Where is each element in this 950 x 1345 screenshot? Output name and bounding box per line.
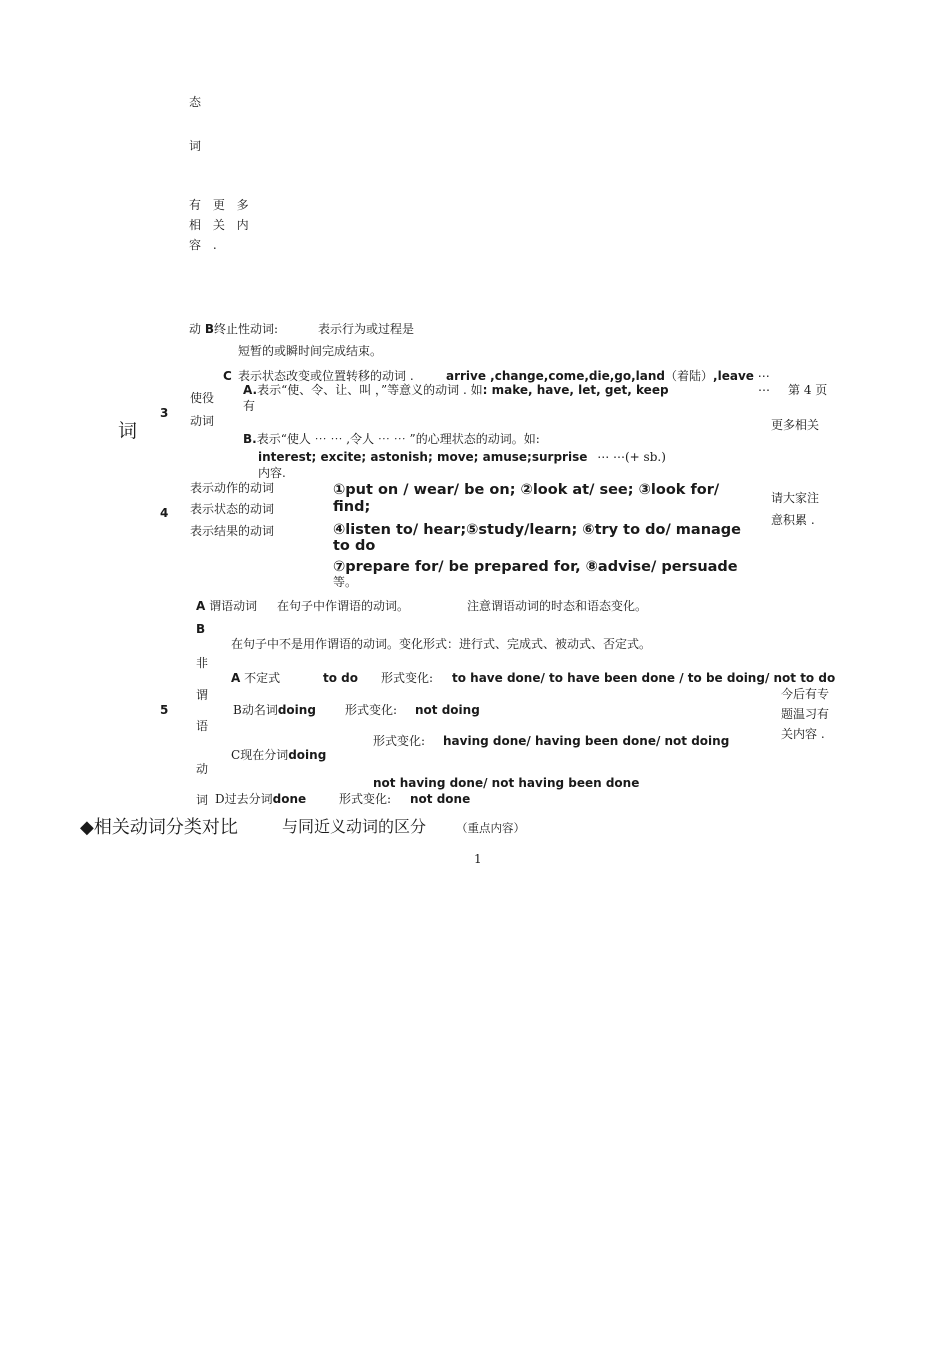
terminal-desc-line1: 表示行为或过程是 bbox=[318, 322, 415, 336]
present-participle-word: doing bbox=[288, 748, 327, 762]
present-participle-term: 现在分词 bbox=[240, 748, 289, 762]
section-5-number: 5 bbox=[160, 703, 169, 717]
causative-b-label: B. bbox=[243, 432, 257, 446]
comparison-heading-note: （重点内容） bbox=[456, 821, 525, 835]
infinitive-label: A bbox=[231, 671, 241, 685]
comparison-heading-subtitle: 与同近义动词的区分 bbox=[282, 817, 427, 836]
causative-b-desc: 表示“使人 ⋯ ⋯ ,令人 ⋯ ⋯ ”的心理状态的动词。如: bbox=[256, 432, 540, 446]
causative-b-words-row bbox=[258, 450, 666, 466]
state-change-desc: 表示状态改变或位置转移的动词 . bbox=[238, 369, 414, 383]
present-participle-forms-2: not having done/ not having been done bbox=[373, 776, 640, 790]
predicate-term: 谓语动词 bbox=[209, 599, 258, 613]
present-participle-label: C bbox=[231, 748, 241, 762]
causative-a-desc: 表示“使、令、让、叫 ，”等意义的动词 . bbox=[257, 383, 467, 397]
side-note-review-2: 题温习有 bbox=[781, 707, 830, 721]
state-change-paren: （着陆） bbox=[665, 369, 714, 383]
past-participle-forms: not done bbox=[410, 792, 471, 806]
causative-b-suffix: ⋯ ⋯(+ sb.) bbox=[597, 450, 666, 464]
fragment-tai: 态 bbox=[189, 95, 202, 109]
gerund-label: B bbox=[233, 703, 242, 717]
comparison-line3b: 等。 bbox=[333, 575, 358, 589]
nonfinite-vertical-3: 语 bbox=[196, 719, 209, 733]
causative-neirong: 内容. bbox=[258, 466, 286, 480]
predicate-verb-row bbox=[196, 599, 257, 615]
page-reference: 第 4 页 bbox=[788, 383, 828, 397]
side-note-accumulate-1: 请大家注 bbox=[771, 491, 820, 505]
infinitive-change-label: 形式变化: bbox=[381, 671, 434, 685]
nonfinite-desc: 在句子中不是用作谓语的动词。变化形式：进行式、完成式、被动式、否定式。 bbox=[231, 637, 652, 651]
nonfinite-vertical-1: 非 bbox=[196, 656, 209, 670]
gerund-change-label: 形式变化: bbox=[345, 703, 398, 717]
causative-a-you: 有 bbox=[243, 399, 256, 413]
causative-b-suffix-ellipsis bbox=[597, 450, 666, 464]
infinitive-row bbox=[231, 671, 280, 687]
side-note-review-1: 今后有专 bbox=[781, 687, 830, 701]
terminal-verb-row bbox=[189, 322, 278, 338]
causative-a-words: : make, have, let, get, keep bbox=[482, 383, 669, 397]
causative-title-line1: 使役 bbox=[190, 391, 215, 405]
big-ci-character: 词 bbox=[118, 420, 138, 442]
past-participle-row bbox=[215, 792, 306, 808]
nonfinite-vertical-5: 词 bbox=[196, 793, 209, 807]
causative-ellipsis: ⋯ bbox=[758, 383, 770, 397]
predicate-label: A bbox=[196, 599, 206, 613]
predicate-desc: 在句子中作谓语的动词。 bbox=[277, 599, 410, 613]
action-verb-label: 表示动作的动词 bbox=[190, 481, 275, 495]
causative-b-row bbox=[243, 432, 540, 448]
comparison-line2: ④listen to/ hear;⑤study/learn; ⑥try to do/ manage bbox=[333, 522, 742, 538]
fragment-ci: 词 bbox=[189, 139, 202, 153]
more-content-line3: 容 . bbox=[189, 238, 221, 252]
nonfinite-vertical-2: 谓 bbox=[196, 688, 209, 702]
causative-a-label: A. bbox=[243, 383, 258, 397]
causative-title-line2: 动词 bbox=[190, 414, 215, 428]
terminal-term: 终止性动词: bbox=[213, 322, 279, 336]
gerund-forms: not doing bbox=[415, 703, 480, 717]
more-content-line2: 相 关 内 bbox=[189, 218, 253, 232]
predicate-note: 注意谓语动词的时态和语态变化。 bbox=[467, 599, 648, 613]
state-change-words-1: arrive ,change,come,die,go,land bbox=[446, 369, 666, 383]
state-change-ellipsis: ⋯ bbox=[757, 369, 770, 383]
present-participle-change-label: 形式变化: bbox=[373, 734, 426, 748]
past-participle-label: D bbox=[215, 792, 225, 806]
state-change-words-2: ,leave bbox=[713, 369, 754, 383]
more-content-line1: 有 更 多 bbox=[189, 198, 253, 212]
nonfinite-label: B bbox=[196, 622, 206, 636]
present-participle-forms: having done/ having been done/ not doing bbox=[443, 734, 730, 748]
section-3-number: 3 bbox=[160, 406, 169, 420]
gerund-row bbox=[233, 703, 316, 719]
result-verb-label: 表示结果的动词 bbox=[190, 524, 275, 538]
causative-b-words: interest; excite; astonish; move; amuse;surprise bbox=[258, 450, 588, 464]
comparison-line3: ⑦prepare for/ be prepared for, ⑧advise/ persuade bbox=[333, 559, 738, 575]
causative-a-row bbox=[243, 383, 669, 399]
infinitive-forms: to have done/ to have been done / to be doing/ not to do bbox=[452, 671, 836, 685]
comparison-line2b: to do bbox=[333, 538, 376, 554]
side-note-review-3: 关内容 . bbox=[781, 727, 825, 741]
comparison-line1: ①put on / wear/ be on; ②look at/ see; ③look for/ bbox=[333, 482, 720, 498]
state-change-label: C bbox=[223, 369, 232, 383]
causative-a-ru: 如 bbox=[470, 383, 483, 397]
side-note-more-related: 更多相关 bbox=[771, 418, 820, 432]
infinitive-term: 不定式 bbox=[244, 671, 281, 685]
comparison-heading bbox=[80, 816, 238, 839]
state-verb-label: 表示状态的动词 bbox=[190, 502, 275, 516]
infinitive-word: to do bbox=[323, 671, 358, 685]
gerund-word: doing bbox=[277, 703, 316, 717]
terminal-label: B bbox=[204, 322, 214, 336]
section-4-number: 4 bbox=[160, 506, 169, 520]
past-participle-change-label: 形式变化: bbox=[339, 792, 392, 806]
past-participle-word: done bbox=[272, 792, 307, 806]
gerund-term: 动名词 bbox=[241, 703, 278, 717]
nonfinite-vertical-4: 动 bbox=[196, 762, 209, 776]
page-number: 1 bbox=[474, 852, 482, 866]
present-participle-row bbox=[231, 748, 326, 764]
comparison-line1b: find; bbox=[333, 499, 371, 515]
comparison-heading-title: 相关动词分类对比 bbox=[93, 817, 238, 838]
diamond-bullet-icon: ◆ bbox=[80, 817, 94, 838]
terminal-prefix: 动 bbox=[189, 322, 205, 336]
terminal-desc-line2: 短暂的或瞬时间完成结束。 bbox=[238, 344, 383, 358]
side-note-accumulate-2: 意积累 . bbox=[771, 513, 815, 527]
past-participle-term: 过去分词 bbox=[224, 792, 273, 806]
